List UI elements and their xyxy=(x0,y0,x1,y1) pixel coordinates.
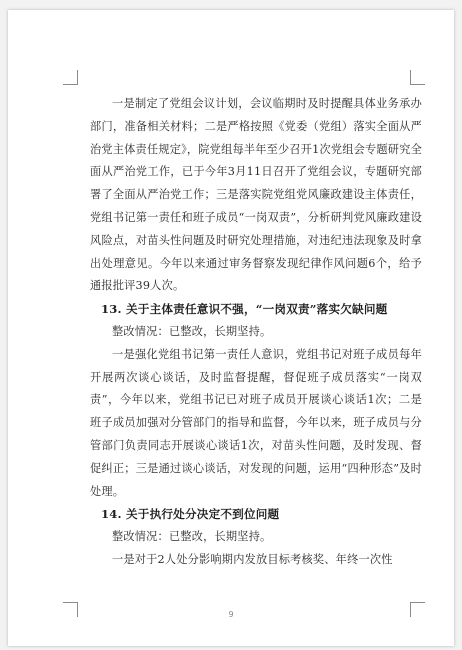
paragraph-measures: 一是对于2人处分影响期内发放目标考核奖、年终一次性 xyxy=(112,552,393,566)
document-page xyxy=(8,10,454,646)
rectification-status: 整改情况：已整改，长期坚持。 xyxy=(112,324,272,338)
crop-mark-top-right xyxy=(410,70,425,85)
rectification-status: 整改情况：已整改，长期坚持。 xyxy=(112,530,272,544)
paragraph-measures: 一是制定了党组会议计划，会议临期时及时提醒具体业务承办部门，准备相关材料；二是严格按照《党委（党组）落实全面从严治党主体责任规定》，院党组每半年至少召开1次党组会专题研究全面从严治党工作，已于今年3月11日召开了党组会议，专题研究部署了全面从严治党工作；三是落实院党组党风廉政建设主体责任，党组书记第一责任和班子成员“一岗双责”，分析研判党风廉政建设风险点，对苗头性问题及时研究处理措施，对违纪违法现象及时拿出处理意见。今年以来通过审务督察发现纪律作风问题6个，给予通报批评39人次。 xyxy=(90,97,422,293)
page-number: 9 xyxy=(228,610,234,619)
document-body xyxy=(90,93,422,572)
crop-mark-top-left xyxy=(63,70,78,85)
section-heading-14: 14. 关于执行处分决定不到位问题 xyxy=(101,507,280,522)
paragraph-measures: 一是强化党组书记第一责任人意识，党组书记对班子成员每年开展两次谈心谈话，及时监督提醒，督促班子成员落实“一岗双责”，今年以来，党组书记已对班子成员开展谈心谈话1次；二是班子成员加强对分管部门的指导和监督，今年以来，班子成员与分管部门负责同志开展谈心谈话1次，对苗头性问题，及时发现、督促纠正；三是通过谈心谈话，对发现的问题，运用“四种形态”及时处理。 xyxy=(90,347,422,498)
section-heading-13: 13. 关于主体责任意识不强，“一岗双责”落实欠缺问题 xyxy=(101,302,388,317)
